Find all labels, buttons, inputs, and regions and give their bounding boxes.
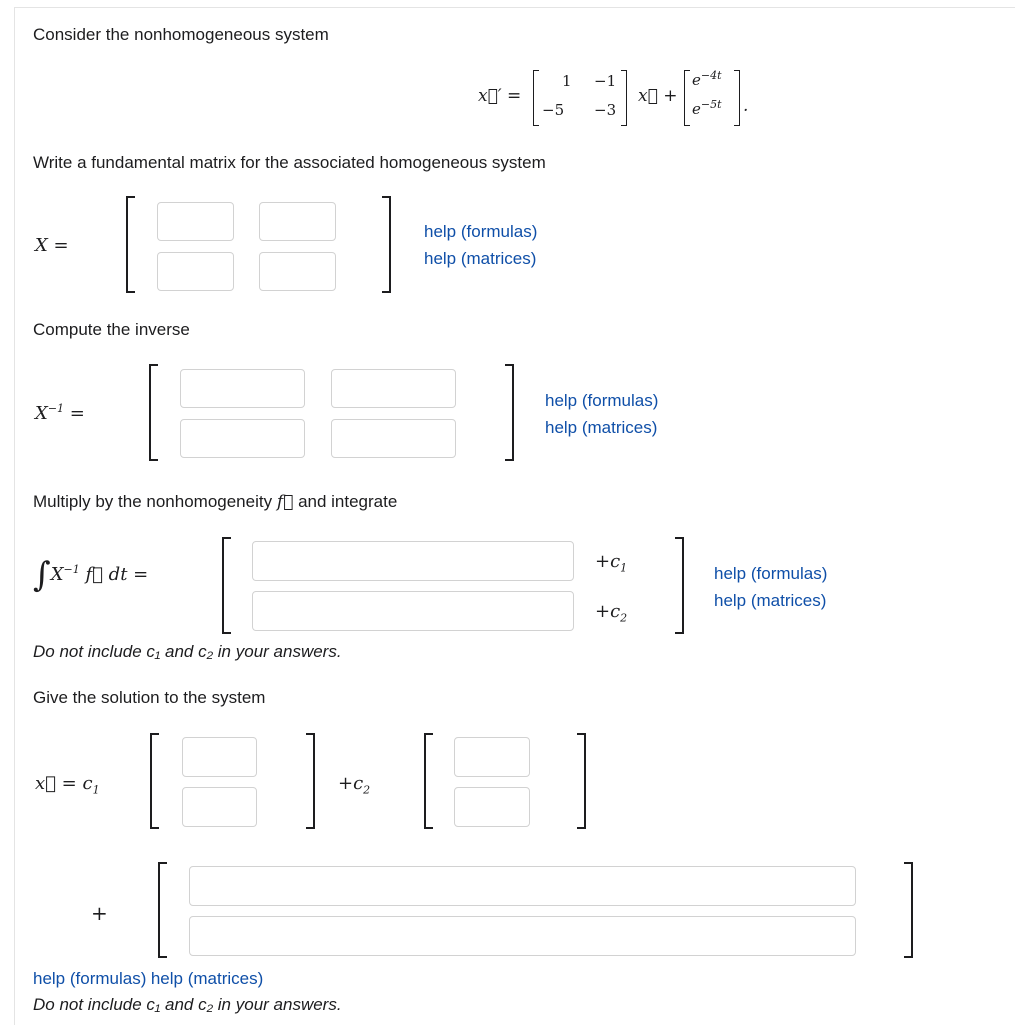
help-matrices-link[interactable]: help (matrices) bbox=[714, 591, 827, 610]
fundamental-help bbox=[424, 218, 537, 272]
fundamental-input-12[interactable] bbox=[259, 202, 336, 241]
integral-help bbox=[714, 560, 827, 614]
fundamental-left-bracket bbox=[126, 196, 135, 293]
vec1-input-2[interactable] bbox=[182, 787, 257, 827]
help-matrices-link[interactable]: help (matrices) bbox=[545, 418, 658, 437]
integral-note: Do not include c₁ and c₂ in your answers. bbox=[33, 642, 342, 661]
forcing-top: $e^{-4t}$ bbox=[692, 69, 722, 89]
integral-left-bracket bbox=[222, 537, 231, 634]
solution-help bbox=[33, 965, 263, 992]
constant-c1: $+c_1$ bbox=[595, 551, 628, 575]
particular-input-2[interactable] bbox=[189, 916, 856, 956]
inverse-input-11[interactable] bbox=[180, 369, 305, 408]
integrate-prompt: Multiply by the nonhomogeneity f⃗ and integrate bbox=[33, 492, 398, 512]
equation-matrix-right-bracket bbox=[621, 70, 627, 126]
integral-sign: ∫ bbox=[33, 555, 51, 595]
vec2-right-bracket bbox=[577, 733, 586, 829]
vec1-right-bracket bbox=[306, 733, 315, 829]
help-formulas-link[interactable]: help (formulas) bbox=[33, 969, 147, 988]
intro-text: Consider the nonhomogeneous system bbox=[33, 25, 329, 44]
inverse-help bbox=[545, 387, 658, 441]
constant-c2: $+c_2$ bbox=[595, 601, 628, 625]
solution-label: x⃗ = $c_1$ bbox=[35, 773, 100, 797]
inverse-left-bracket bbox=[149, 364, 158, 461]
fundamental-input-11[interactable] bbox=[157, 202, 234, 241]
integral-right-bracket bbox=[675, 537, 684, 634]
particular-input-1[interactable] bbox=[189, 866, 856, 906]
help-formulas-link[interactable]: help (formulas) bbox=[424, 222, 538, 241]
equation-matrix-left-bracket bbox=[533, 70, 539, 126]
solution-c2: $+c_2$ bbox=[338, 773, 371, 797]
forcing-left-bracket bbox=[684, 70, 690, 126]
forcing-bottom: $e^{-5t}$ bbox=[692, 98, 722, 118]
particular-left-bracket bbox=[158, 862, 167, 958]
inverse-prompt: Compute the inverse bbox=[33, 320, 190, 339]
vec2-input-2[interactable] bbox=[454, 787, 530, 827]
f-vector-symbol: f⃗ bbox=[276, 492, 294, 512]
equation-a11: 1 bbox=[562, 72, 572, 90]
solution-note: Do not include c₁ and c₂ in your answers. bbox=[33, 995, 342, 1014]
vec2-left-bracket bbox=[424, 733, 433, 829]
vec1-input-1[interactable] bbox=[182, 737, 257, 777]
integral-label: $\int X^{-1}$ f⃗ dt = bbox=[33, 555, 149, 595]
inverse-right-bracket bbox=[505, 364, 514, 461]
equation-period: . bbox=[743, 96, 749, 116]
equation-a12: −1 bbox=[594, 72, 617, 90]
inverse-input-12[interactable] bbox=[331, 369, 456, 408]
forcing-right-bracket bbox=[734, 70, 740, 126]
fundamental-matrix-prompt: Write a fundamental matrix for the associated homogeneous system bbox=[33, 153, 546, 172]
particular-plus: + bbox=[91, 901, 108, 925]
fundamental-input-21[interactable] bbox=[157, 252, 234, 291]
integral-input-2[interactable] bbox=[252, 591, 574, 631]
inverse-input-21[interactable] bbox=[180, 419, 305, 458]
equation-a21: −5 bbox=[542, 101, 565, 119]
particular-right-bracket bbox=[904, 862, 913, 958]
inverse-input-22[interactable] bbox=[331, 419, 456, 458]
fundamental-right-bracket bbox=[382, 196, 391, 293]
equation-mid: x⃗ + bbox=[638, 86, 678, 106]
solution-prompt: Give the solution to the system bbox=[33, 688, 266, 707]
equation-a22: −3 bbox=[594, 101, 617, 119]
integral-input-1[interactable] bbox=[252, 541, 574, 581]
equation-lhs: x⃗′ = bbox=[478, 86, 522, 106]
fundamental-matrix-label: X = bbox=[35, 235, 69, 256]
help-matrices-link[interactable]: help (matrices) bbox=[424, 249, 537, 268]
system-equation bbox=[478, 68, 768, 128]
help-formulas-link[interactable]: help (formulas) bbox=[545, 391, 659, 410]
vec2-input-1[interactable] bbox=[454, 737, 530, 777]
help-matrices-link[interactable]: help (matrices) bbox=[150, 969, 264, 988]
fundamental-input-22[interactable] bbox=[259, 252, 336, 291]
inverse-label: $X^{-1}$ = bbox=[35, 402, 85, 424]
help-formulas-link[interactable]: help (formulas) bbox=[714, 564, 828, 583]
vec1-left-bracket bbox=[150, 733, 159, 829]
